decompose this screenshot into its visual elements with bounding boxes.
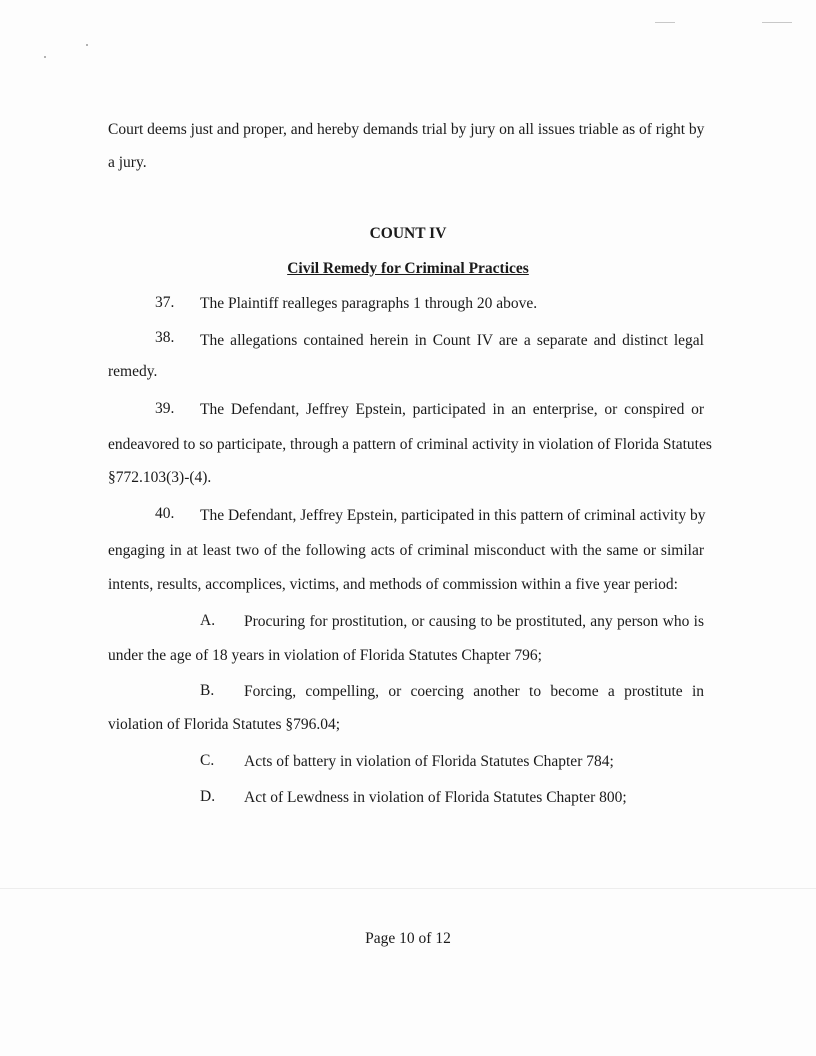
count-title: COUNT IV [369, 225, 447, 242]
paragraph-text: remedy. [108, 363, 158, 380]
paragraph-number: 38. [155, 329, 175, 346]
count-subtitle [0, 261, 816, 277]
scan-mark-top-right [655, 22, 675, 23]
scan-speck [44, 56, 46, 58]
scan-mark-top-far-right [762, 22, 792, 23]
subitem-letter: A. [200, 612, 216, 629]
count-subtitle-text: Civil Remedy for Criminal Practices [287, 260, 529, 277]
subitem-text: Forcing, compelling, or coercing another to become a prostitute in [244, 683, 704, 700]
subitem-text: Procuring for prostitution, or causing to be prostituted, any person who is [244, 613, 704, 630]
paragraph-number: 37. [155, 294, 175, 311]
paragraph-text: The Plaintiff realleges paragraphs 1 through 20 above. [200, 295, 538, 312]
intro-line-2: a jury. [108, 154, 147, 171]
subitem-text: Acts of battery in violation of Florida Statutes Chapter 784; [244, 753, 614, 770]
paragraph-text: intents, results, accomplices, victims, and methods of commission within a five year period: [108, 576, 678, 593]
subitem-letter: D. [200, 788, 216, 805]
subitem-text: violation of Florida Statutes §796.04; [108, 716, 341, 733]
paragraph-text: engaging in at least two of the following acts of criminal misconduct with the same or similar [108, 542, 704, 559]
paragraph-text: The allegations contained herein in Count IV are a separate and distinct legal [200, 332, 704, 349]
paragraph-text: §772.103(3)-(4). [108, 469, 212, 486]
page-number: Page 10 of 12 [365, 930, 451, 947]
paragraph-number: 39. [155, 400, 175, 417]
scan-speck [86, 44, 88, 46]
paragraph-text: The Defendant, Jeffrey Epstein, participated in this pattern of criminal activity by [200, 507, 706, 524]
subitem-letter: C. [200, 752, 215, 769]
subitem-letter: B. [200, 682, 215, 699]
paragraph-text: The Defendant, Jeffrey Epstein, participated in an enterprise, or conspired or [200, 401, 704, 418]
subitem-text: under the age of 18 years in violation of Florida Statutes Chapter 796; [108, 647, 542, 664]
subitem-text: Act of Lewdness in violation of Florida Statutes Chapter 800; [244, 789, 627, 806]
scan-line-bottom [0, 888, 816, 889]
paragraph-text: endeavored to so participate, through a pattern of criminal activity in violation of Florida Statutes [108, 436, 712, 453]
intro-line-1: Court deems just and proper, and hereby demands trial by jury on all issues triable as of right by [108, 121, 705, 138]
paragraph-number: 40. [155, 505, 175, 522]
